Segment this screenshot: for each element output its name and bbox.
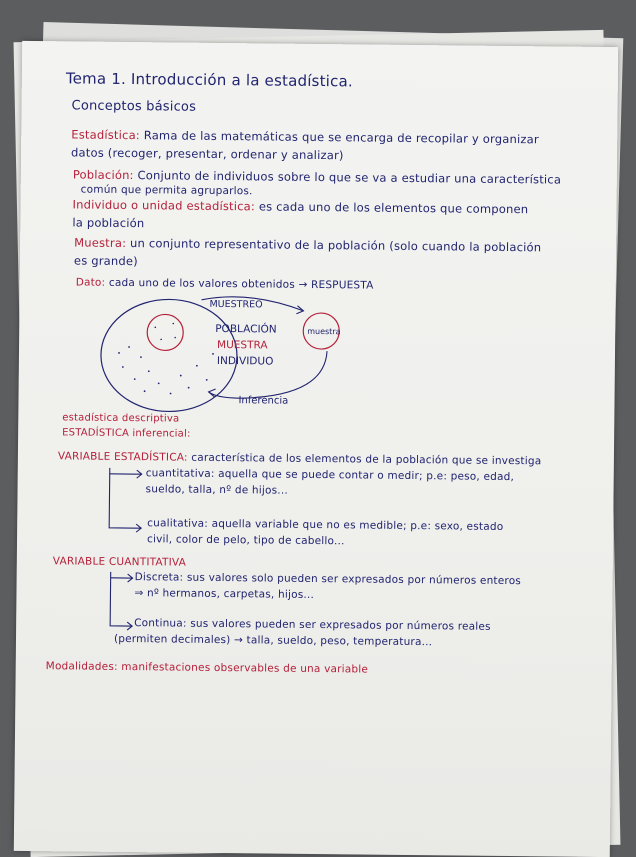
individuo-term: Individuo o unidad estadística: (72, 197, 256, 214)
poblacion-definition: Conjunto de individuos sobre lo que se va a estudiar una característica (137, 168, 562, 187)
inferencia-label: Inferencia (238, 395, 289, 407)
poblacion-term: Población: (72, 167, 134, 183)
discreta-line-2: ⇒ nº hermanos, carpetas, hijos... (134, 587, 315, 601)
variable-estadistica-definition: característica de los elementos de la población que se investiga (191, 451, 542, 468)
estadistica-line-2: datos (recoger, presentar, ordenar y analizar) (71, 145, 344, 163)
cuantitativa-line-2: sueldo, talla, nº de hijos... (145, 483, 288, 497)
poblacion-line-2: común que permita agruparlos. (80, 183, 253, 198)
continua-line-2: (permiten decimales) → talla, sueldo, peso, temperatura... (113, 632, 433, 649)
diagram-individuo-label: INDIVIDUO (216, 354, 274, 368)
variable-estadistica-line (58, 451, 542, 467)
estadistica-descriptiva: estadística descriptiva (62, 412, 180, 425)
variable-cuantitativa-heading: VARIABLE CUANTITATIVA (52, 555, 187, 569)
individuo-line-1 (72, 199, 528, 215)
discreta-line-1: Discreta: sus valores solo pueden ser expresados por números enteros (134, 571, 522, 588)
cualitativa-line-2: civil, color de pelo, tipo de cabello... (146, 533, 345, 548)
continua-line-1: Continua: sus valores pueden ser expresados por números reales (134, 617, 491, 633)
dato-term: Dato: (75, 276, 106, 289)
individuo-line-2: la población (72, 215, 145, 231)
diagram-poblacion-label: POBLACIÓN (215, 322, 277, 336)
section-subtitle: Conceptos básicos (71, 98, 197, 115)
notes-page (14, 41, 618, 857)
dato-definition: cada uno de los valores obtenidos → RESPUESTA (108, 276, 374, 292)
page-title: Tema 1. Introducción a la estadística. (65, 69, 353, 91)
estadistica-inferencial: ESTADÍSTICA inferencial: (62, 427, 191, 440)
estadistica-term: Estadística: (71, 127, 141, 143)
muestra-line-1 (74, 237, 541, 253)
diagram-muestra-label: MUESTRA (217, 338, 268, 352)
individuo-definition: es cada uno de los elementos que componen (258, 199, 529, 217)
cualitativa-line-1: cualitativa: aquella variable que no es medible; p.e: sexo, estado (147, 517, 504, 533)
muestra-definition: un conjunto representativo de la población (solo cuando la población (129, 236, 542, 255)
individuo-dots (118, 322, 215, 395)
muestra-inner-circle (147, 314, 183, 350)
muestra-term: Muestra: (74, 235, 127, 251)
modalidades-line: Modalidades: manifestaciones observables de una variable (45, 660, 369, 676)
variable-estadistica-term: VARIABLE ESTADÍSTICA: (57, 450, 188, 464)
cuantitativa-line-1: cuantitativa: aquella que se puede contar o medir; p.e: peso, edad, (145, 467, 515, 484)
estadistica-definition: Rama de las matemáticas que se encarga de recopilar y organizar (143, 128, 539, 147)
muestreo-label: MUESTREO (209, 298, 263, 311)
muestra-line-2: es grande) (73, 253, 138, 269)
muestra-circle-label: muestra (307, 326, 341, 337)
estadistica-line-1 (71, 129, 539, 145)
